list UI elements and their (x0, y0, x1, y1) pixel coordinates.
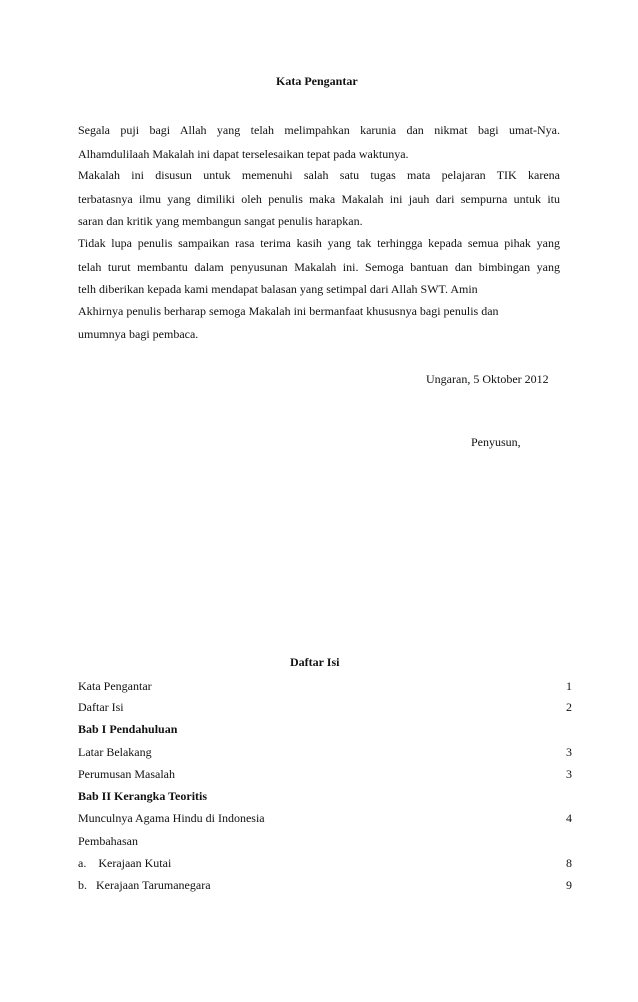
toc-entry-label: a. Kerajaan Kutai (78, 856, 172, 870)
toc-entry (78, 679, 572, 694)
place-date: Ungaran, 5 Oktober 2012 (426, 372, 549, 386)
toc-entry (78, 878, 572, 893)
toc-entry-label: Perumusan Masalah (78, 767, 175, 781)
toc-entry (78, 700, 572, 715)
toc-entry-label: Bab I Pendahuluan (78, 722, 178, 736)
toc-entry-page: 3 (566, 745, 572, 759)
toc-entry (78, 745, 572, 760)
preface-title: Kata Pengantar (276, 74, 358, 88)
preface-line-5: saran dan kritik yang membangun sangat penulis harapkan. (78, 214, 363, 228)
preface-line-2: Alhamdulilaah Makalah ini dapat terselesaikan tepat pada waktunya. (78, 147, 409, 161)
toc-chapter-heading (78, 789, 572, 804)
toc-entry-label: Latar Belakang (78, 745, 152, 759)
toc-entry-label: b. Kerajaan Tarumanegara (78, 878, 211, 892)
toc-entry-page: 2 (566, 700, 572, 714)
preface-line-8: telh diberikan kepada kami mendapat balasan yang setimpal dari Allah SWT. Amin (78, 282, 478, 296)
preface-line-9: Akhirnya penulis berharap semoga Makalah ini bermanfaat khususnya bagi penulis dan (78, 304, 499, 318)
preface-line-10: umumnya bagi pembaca. (78, 327, 199, 341)
preface-line-1: Segala puji bagi Allah yang telah melimpahkan karunia dan nikmat bagi umat-Nya. (78, 123, 560, 137)
toc-entry (78, 767, 572, 782)
preface-line-6: Tidak lupa penulis sampaikan rasa terima kasih yang tak terhingga kepada semua pihak yang (78, 236, 560, 250)
preface-line-4: terbatasnya ilmu yang dimiliki oleh penulis maka Makalah ini jauh dari sempurna untuk itu (78, 192, 560, 206)
preface-line-7: telah turut membantu dalam penyusunan Makalah ini. Semoga bantuan dan bimbingan yang (78, 260, 560, 274)
toc-entry-page: 1 (566, 679, 572, 693)
toc-entry-page: 4 (566, 811, 572, 825)
toc-entry (78, 811, 572, 826)
toc-entry-page: 8 (566, 856, 572, 870)
toc-entry (78, 856, 572, 871)
toc-entry (78, 834, 572, 849)
toc-entry-page: 3 (566, 767, 572, 781)
preface-line-3: Makalah ini disusun untuk memenuhi salah satu tugas mata pelajaran TIK karena (78, 168, 560, 182)
toc-entry-label: Pembahasan (78, 834, 138, 848)
toc-entry-label: Munculnya Agama Hindu di Indonesia (78, 811, 265, 825)
toc-title: Daftar Isi (290, 655, 340, 669)
toc-chapter-heading (78, 722, 572, 737)
signer-label: Penyusun, (471, 435, 521, 449)
toc-entry-page: 9 (566, 878, 572, 892)
toc-entry-label: Daftar Isi (78, 700, 124, 714)
toc-entry-label: Kata Pengantar (78, 679, 152, 693)
toc-entry-label: Bab II Kerangka Teoritis (78, 789, 208, 803)
